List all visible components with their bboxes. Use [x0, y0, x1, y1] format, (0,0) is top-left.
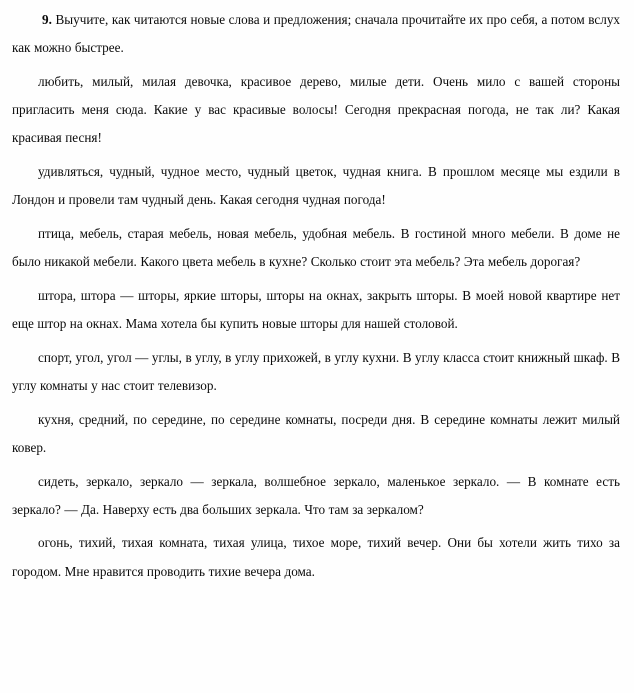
- vocabulary-paragraph-4: штора, штора — шторы, яркие шторы, шторы на окнах, закрыть шторы. В моей новой квартире нет еще штор на окнах. Мама хотела бы купить новые шторы для нашей столовой.: [12, 287, 620, 332]
- vocabulary-paragraph-7: сидеть, зеркало, зеркало — зеркала, волшебное зеркало, маленькое зеркало. — В комнате есть зеркало? — Да. Наверху есть два больших зеркала. Что там за зеркалом?: [12, 473, 620, 517]
- vocabulary-paragraph-6: кухня, средний, по середине, по середине комнаты, посреди дня. В середине комнаты лежит милый ковер.: [12, 411, 620, 455]
- vocabulary-paragraph-2: удивляться, чудный, чудное место, чудный цветок, чудная книга. В прошлом месяце мы ездили в Лондон и провели там чудный день. Какая сегодня чудная погода!: [12, 164, 620, 208]
- vocabulary-paragraph-5: спорт, угол, угол — углы, в углу, в углу прихожей, в углу кухни. В углу класса стоит книжный шкаф. В углу комнаты у нас стоит телевизор.: [12, 349, 620, 393]
- vocabulary-paragraph-3: птица, мебель, старая мебель, новая мебель, удобная мебель. В гостиной много мебели. В доме не было никакой мебели. Какого цвета мебель в кухне? Сколько стоит эта мебель? Эта мебель дорогая?: [12, 225, 620, 270]
- exercise-instruction-paragraph: [12, 6, 620, 62]
- exercise-instruction-text: Выучите, как читаются новые слова и предложения; сначала прочитайте их про себя, а потом вслух как можно быстрее.: [12, 12, 621, 56]
- exercise-number: 9.: [42, 12, 52, 27]
- exercise-block: [12, 6, 620, 586]
- vocabulary-paragraph-1: любить, милый, милая девочка, красивое дерево, милые дети. Очень мило с вашей стороны пригласить меня сюда. Какие у вас красивые волосы! Сегодня прекрасная погода, не так ли? Какая красивая песня!: [12, 73, 620, 146]
- vocabulary-paragraph-8: огонь, тихий, тихая комната, тихая улица, тихое море, тихий вечер. Они бы хотели жить тихо за городом. Мне нравится проводить тихие вечера дома.: [12, 535, 620, 579]
